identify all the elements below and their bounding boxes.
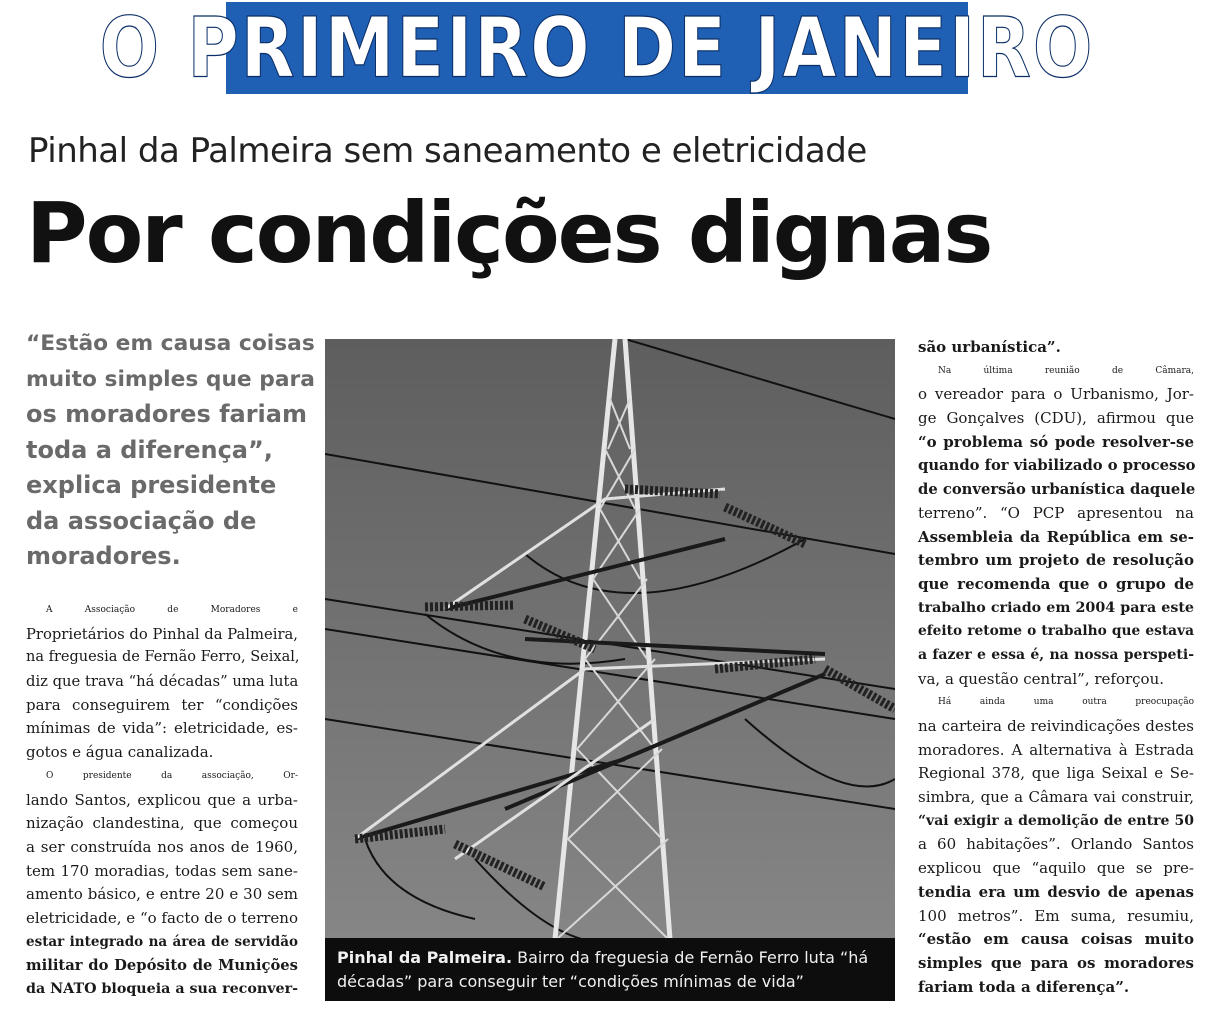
text-line: tendia era um desvio de apenas bbox=[918, 882, 1194, 901]
text-line: Assembleia da República em se- bbox=[918, 527, 1194, 546]
text-line: Regional 378, que liga Seixal e Se- bbox=[918, 764, 1194, 783]
photo-caption bbox=[325, 938, 895, 1001]
pull-quote-line: da associação de bbox=[26, 506, 257, 535]
pull-quote-line: toda a diferença”, bbox=[26, 435, 273, 464]
text-line: simples que para os moradores bbox=[918, 953, 1194, 972]
article-kicker: Pinhal da Palmeira sem saneamento e eletricidade bbox=[28, 131, 867, 171]
text-line: mínimas de vida”: eletricidade, es- bbox=[26, 719, 298, 738]
text-line: são urbanística”. bbox=[918, 338, 1061, 356]
text-line: diz que trava “há décadas” uma luta bbox=[26, 673, 299, 691]
text-line: va, a questão central”, reforçou. bbox=[918, 669, 1165, 688]
text-line: simbra, que a Câmara vai construir, bbox=[918, 788, 1194, 807]
text-line: militar do Depósito de Munições bbox=[26, 957, 298, 975]
text-line: o vereador para o Urbanismo, Jor- bbox=[918, 385, 1194, 404]
text-line: tem 170 moradias, todas sem sane- bbox=[26, 861, 298, 880]
text-line: a fazer e essa é, na nossa perspeti- bbox=[918, 646, 1194, 663]
pull-quote-line: “Estão em causa coisas bbox=[26, 331, 315, 356]
pull-quote-line: moradores. bbox=[26, 542, 181, 570]
article-column-2 bbox=[918, 336, 1194, 999]
text-line: de conversão urbanística daquele bbox=[918, 481, 1196, 499]
power-pylon-photo bbox=[325, 339, 895, 1001]
text-line: fariam toda a diferença”. bbox=[918, 977, 1130, 996]
text-line: moradores. A alternativa à Estrada bbox=[918, 740, 1194, 759]
text-line: trabalho criado em 2004 para este bbox=[918, 599, 1194, 616]
pull-quote-line: os moradores fariam bbox=[26, 400, 307, 428]
text-line: gotos e água canalizada. bbox=[26, 743, 214, 762]
text-line: estar integrado na área de servidão bbox=[26, 933, 298, 950]
text-line: O presidente da associação, Or- bbox=[46, 770, 298, 781]
pull-quote-line: muito simples que para bbox=[26, 366, 315, 392]
caption-text: Bairro da freguesia de Fernão Ferro luta “há décadas” para conseguir ter “condições mínimas de vida” bbox=[337, 948, 869, 991]
text-line: ge Gonçalves (CDU), afirmou que bbox=[918, 409, 1194, 428]
masthead-title: O PRIMEIRO DE JANEIRO bbox=[99, 0, 1095, 97]
text-line: que recomenda que o grupo de bbox=[918, 574, 1194, 593]
text-line: quando for viabilizado o processo bbox=[918, 457, 1196, 475]
article-column-1 bbox=[26, 599, 298, 1002]
text-line: A Associação de Moradores e bbox=[46, 605, 298, 615]
text-line: na freguesia de Fernão Ferro, Seixal, bbox=[26, 649, 300, 666]
text-line: Há ainda uma outra preocupação bbox=[938, 697, 1194, 708]
text-line: eletricidade, e “o facto de o terreno bbox=[26, 908, 298, 927]
text-line: tembro um projeto de resolução bbox=[918, 551, 1194, 570]
text-line: Proprietários do Pinhal da Palmeira, bbox=[26, 625, 298, 643]
text-line: da NATO bloqueia a sua reconver- bbox=[26, 981, 298, 997]
text-line: a ser construída nos anos de 1960, bbox=[26, 837, 298, 856]
caption-location: Pinhal da Palmeira. bbox=[337, 948, 513, 967]
text-line: nização clandestina, que começou bbox=[26, 814, 298, 833]
text-line: lando Santos, explicou que a urba- bbox=[26, 790, 298, 809]
text-line: “vai exigir a demolição de entre 50 bbox=[918, 812, 1194, 829]
text-line: efeito retome o trabalho que estava bbox=[918, 623, 1194, 640]
text-line: “o problema só pode resolver-se bbox=[918, 432, 1194, 451]
text-line: “estão em causa coisas muito bbox=[918, 930, 1194, 949]
pull-quote bbox=[26, 326, 316, 575]
text-line: 100 metros”. Em suma, resumiu, bbox=[918, 906, 1194, 925]
pull-quote-line: explica presidente bbox=[26, 471, 277, 499]
pylon-illustration bbox=[325, 339, 895, 1001]
text-line: amento básico, e entre 20 e 30 sem bbox=[26, 885, 298, 904]
text-line: para conseguirem ter “condições bbox=[26, 695, 298, 714]
text-line: terreno”. “O PCP apresentou na bbox=[918, 503, 1194, 522]
text-line: a 60 habitações”. Orlando Santos bbox=[918, 835, 1194, 854]
newspaper-masthead bbox=[99, 0, 1095, 97]
text-line: na carteira de reivindicações destes bbox=[918, 717, 1194, 735]
article-headline: Por condições dignas bbox=[26, 184, 992, 282]
text-line: Na última reunião de Câmara, bbox=[938, 365, 1194, 376]
text-line: explicou que “aquilo que se pre- bbox=[918, 859, 1194, 878]
